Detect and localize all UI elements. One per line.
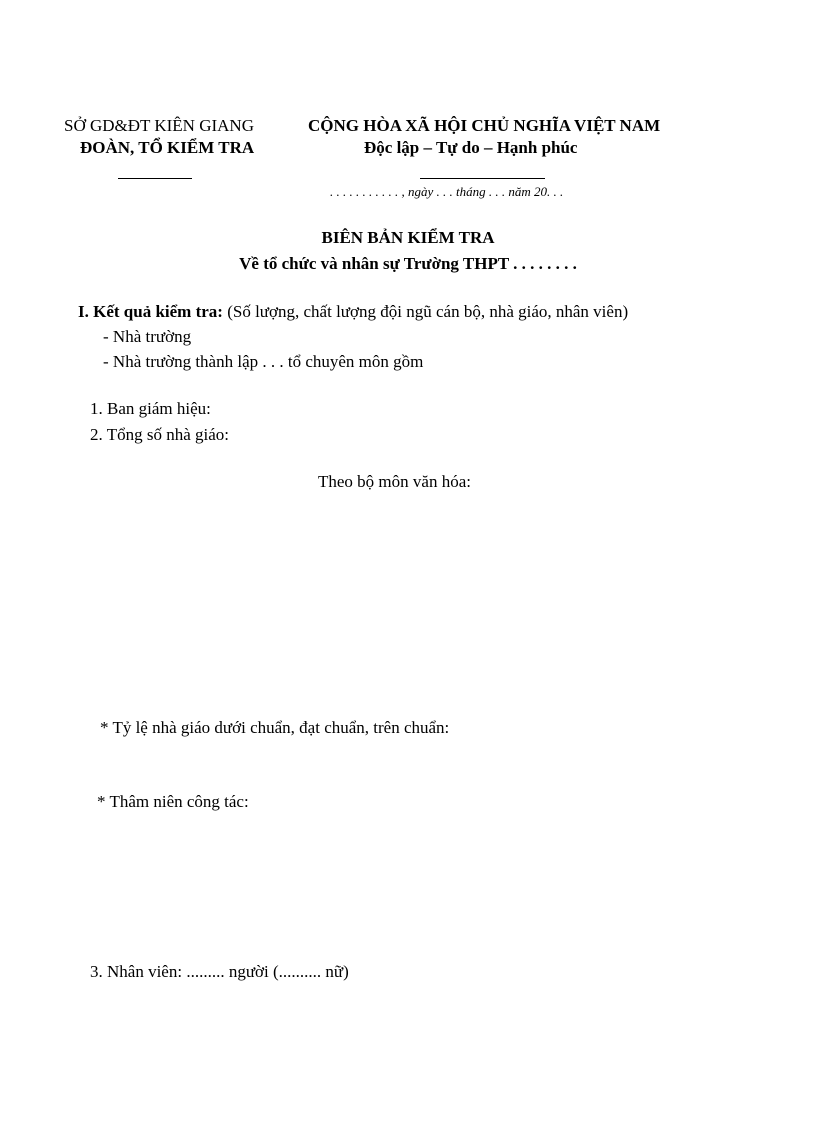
nation-motto: Độc lập – Tự do – Hạnh phúc <box>364 138 578 157</box>
ratio-label: * Tỷ lệ nhà giáo dưới chuẩn, đạt chuẩn, trên chuẩn: <box>100 718 450 737</box>
section-heading-label: I. Kết quả kiểm tra: <box>78 302 223 321</box>
staff-label: 3. Nhân viên: ......... người (.......... nữ) <box>90 962 349 981</box>
seniority-label: * Thâm niên công tác: <box>97 792 249 811</box>
org-name: SỞ GD&ĐT KIÊN GIANG <box>64 116 254 135</box>
item-board: 1. Ban giám hiệu: <box>90 399 211 418</box>
org-unit: ĐOÀN, TỔ KIỂM TRA <box>80 138 255 157</box>
left-divider <box>118 178 192 179</box>
right-divider <box>420 178 545 179</box>
nation-title: CỘNG HÒA XÃ HỘI CHỦ NGHĨA VIỆT NAM <box>308 116 661 135</box>
document-title: BIÊN BẢN KIỂM TRA <box>321 228 495 247</box>
item-teachers: 2. Tổng số nhà giáo: <box>90 425 229 444</box>
date-line: . . . . . . . . . . . , ngày . . . tháng . . . năm 20. . . <box>330 184 564 199</box>
section-heading <box>78 302 628 322</box>
list-item-groups: - Nhà trường thành lập . . . tổ chuyên môn gồm <box>103 352 424 371</box>
document-subtitle: Về tổ chức và nhân sự Trường THPT . . . . . . . . <box>239 254 577 273</box>
list-item-school: - Nhà trường <box>103 327 192 346</box>
by-subject-label: Theo bộ môn văn hóa: <box>318 472 471 491</box>
section-heading-note: (Số lượng, chất lượng đội ngũ cán bộ, nhà giáo, nhân viên) <box>222 302 629 321</box>
